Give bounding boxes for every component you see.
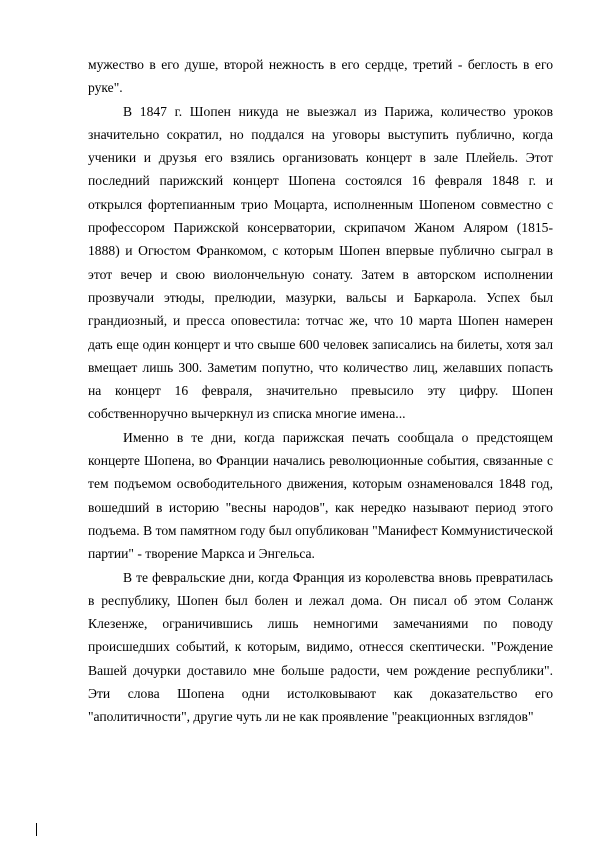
paragraph-revolution-1848: Именно в те дни, когда парижская печать сообщала о предстоящем концерте Шопена, во Франции начались революционные события, связанные с тем подъемом освободительного движения, которым ознаменовался 1848 год, вошедший в историю "весны народов", как нередко называют период этого подъема. В том памятном году был опубликован "Манифест Коммунистической партии" - творение Маркса и Энгельса. — [88, 429, 553, 562]
paragraph-chopin-1847: В 1847 г. Шопен никуда не выезжал из Парижа, количество уроков значительно сократил, но поддался на уговоры выступить публично, когда ученики и друзья его взялись организовать концерт в зале Плейель. Этот последний парижский концерт Шопена состоялся 16 февраля 1848 г. и открылся фортепианным трио Моцарта, исполненным Шопеном совместно с профессором Парижской консерватории, скрипачом Жаном Аляром (1815-1888) и Огюстом Франкомом, с которым Шопен впервые публично сыграл в этот вечер и свою виолончельную сонату. Затем в авторском исполнении прозвучали этюды, прелюдии, мазурки, вальсы и Баркарола. Успех был грандиозный, и пресса оповестила: тотчас же, что 10 марта Шопен намерен дать еще один концерт и что свыше 600 человек записались на билеты, хотя зал вмещает лишь 300. Заметим попутно, что количество лиц, желавших попасть на концерт 16 февраля, значительно превысило эту цифру. Шопен собственноручно вычеркнул из списка многие имена... — [88, 103, 553, 422]
paragraph-february-days: В те февральские дни, когда Франция из королевства вновь превратилась в республику, Шопен был болен и лежал дома. Он писал об этом Соланж Клезенже, ограничившись лишь немногими замечаниями по поводу происшедших событий, к которым, видимо, отнесся скептически. "Рождение Вашей дочурки доставило мне больше радости, чем рождение республики". Эти слова Шопена одни истолковывают как доказательство его "аполитичности", другие чуть ли не как проявление "реакционных взглядов" — [88, 569, 553, 725]
margin-mark — [36, 823, 37, 836]
document-page — [88, 53, 553, 729]
paragraph-continuation: мужество в его душе, второй нежность в его сердце, третий - беглость в его руке". — [88, 57, 553, 96]
